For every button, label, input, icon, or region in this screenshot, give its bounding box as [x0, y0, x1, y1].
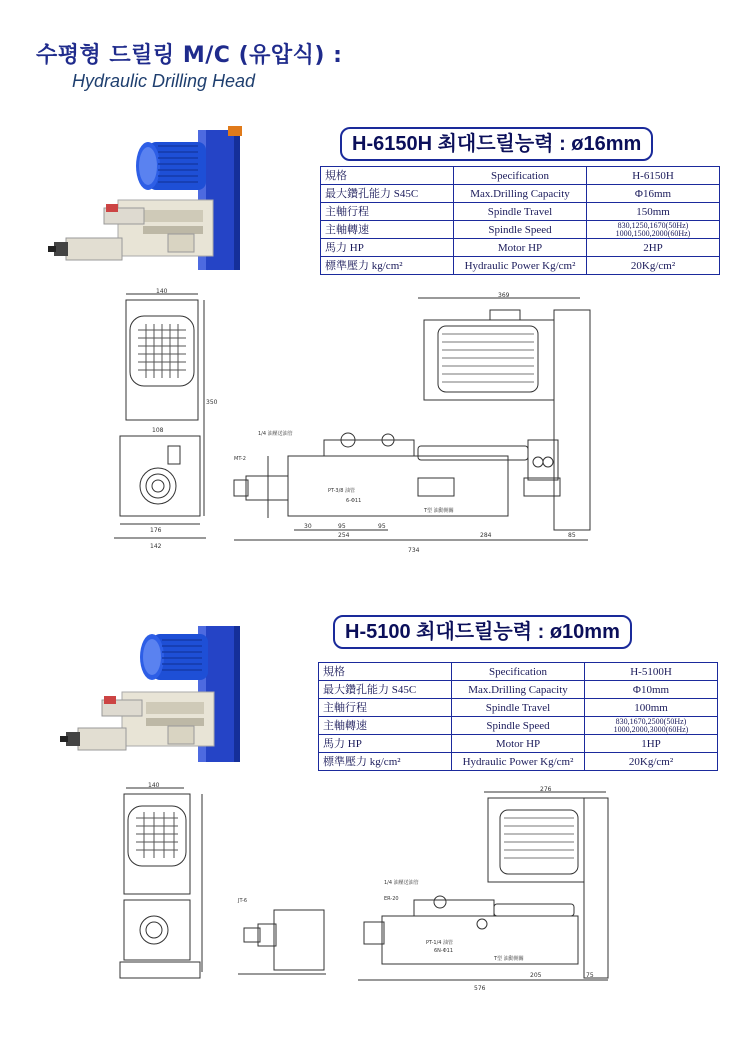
table-row — [321, 239, 720, 257]
spec-label-en: Max.Drilling Capacity — [454, 185, 587, 203]
spec-value: 830,1250,1670(50Hz) 1000,1500,2000(60Hz) — [587, 221, 720, 239]
spec-label-ko: 規格 — [319, 663, 452, 681]
note-label: 1/4 油壓送油管 — [258, 431, 293, 437]
table-row — [321, 167, 720, 185]
spec-value: 20Kg/cm² — [587, 257, 720, 275]
dim-label: 75 — [586, 972, 594, 979]
spec-table-h5100 — [318, 662, 718, 771]
spindle-detail-drawing-h5100 — [234, 890, 330, 982]
dim-label: 95 — [338, 523, 346, 530]
table-row — [319, 717, 718, 735]
spec-label-ko: 主軸轉速 — [321, 221, 454, 239]
note-label: 6N-Φ11 — [434, 948, 454, 954]
model-heading-h6150h: H-6150H 최대드릴능력 : ø16mm — [340, 127, 653, 161]
note-label: JT-6 — [238, 898, 248, 904]
note-label: ER-20 — [384, 896, 399, 902]
note-label: PT-1/4 油管 — [426, 940, 454, 946]
table-row — [321, 185, 720, 203]
dim-label: 276 — [540, 786, 552, 793]
table-row — [319, 735, 718, 753]
dim-label: 95 — [378, 523, 386, 530]
spec-label-ko: 標準壓力 kg/cm² — [321, 257, 454, 275]
table-row — [319, 663, 718, 681]
spec-label-en: Motor HP — [452, 735, 585, 753]
spec-value: 20Kg/cm² — [585, 753, 718, 771]
table-row — [321, 257, 720, 275]
spec-label-ko: 最大鑽孔能力 S45C — [321, 185, 454, 203]
front-view-drawing-h6150h — [108, 286, 218, 554]
spec-label-en: Motor HP — [454, 239, 587, 257]
spec-table-h6150h — [320, 166, 720, 275]
spec-label-ko: 馬力 HP — [321, 239, 454, 257]
spec-value: 830,1670,2500(50Hz) 1000,2000,3000(60Hz) — [585, 717, 718, 735]
spec-label-ko: 主軸轉速 — [319, 717, 452, 735]
table-row — [319, 681, 718, 699]
spec-value: 150mm — [587, 203, 720, 221]
side-view-drawing-h5100 — [354, 784, 614, 994]
spec-label-ko: 主軸行程 — [319, 699, 452, 717]
spec-label-ko: 規格 — [321, 167, 454, 185]
spec-label-en: Spindle Travel — [454, 203, 587, 221]
spec-label-en: Specification — [454, 167, 587, 185]
spec-label-en: Spindle Speed — [452, 717, 585, 735]
dim-label: 140 — [156, 288, 168, 295]
dim-label: 350 — [206, 399, 218, 406]
note-label: T型 油動開關 — [424, 508, 454, 514]
page-title: 수평형 드릴링 M/C (유압식) : — [36, 43, 343, 68]
product-photo-h5100 — [58, 616, 246, 774]
spec-label-en: Max.Drilling Capacity — [452, 681, 585, 699]
table-row — [319, 699, 718, 717]
page-subtitle: Hydraulic Drilling Head — [72, 71, 256, 91]
side-view-drawing-h6150h — [228, 290, 608, 556]
spec-value: 1HP — [585, 735, 718, 753]
spec-label-ko: 最大鑽孔能力 S45C — [319, 681, 452, 699]
spec-label-en: Hydraulic Power Kg/cm² — [454, 257, 587, 275]
note-label: 1/4 油壓送油管 — [384, 880, 419, 886]
table-row — [321, 221, 720, 239]
spec-value: 2HP — [587, 239, 720, 257]
dim-label: 176 — [150, 527, 162, 534]
dim-label: 369 — [498, 292, 510, 299]
table-row — [321, 203, 720, 221]
spec-label-en: Spindle Speed — [454, 221, 587, 239]
spec-label-en: Specification — [452, 663, 585, 681]
spec-label-ko: 主軸行程 — [321, 203, 454, 221]
note-label: 6-Φ11 — [346, 498, 362, 504]
spec-value: H-5100H — [585, 663, 718, 681]
note-label: MT-2 — [234, 456, 246, 462]
spec-value: H-6150H — [587, 167, 720, 185]
dim-label: 85 — [568, 532, 576, 539]
spec-label-ko: 標準壓力 kg/cm² — [319, 753, 452, 771]
note-label: T型 油動開關 — [494, 956, 524, 962]
front-view-drawing-h5100 — [112, 782, 220, 992]
dim-label: 140 — [148, 782, 160, 789]
dim-label: 284 — [480, 532, 492, 539]
spec-label-en: Spindle Travel — [452, 699, 585, 717]
dim-label: 142 — [150, 543, 162, 550]
product-photo-h6150h — [48, 122, 260, 282]
dim-label: 30 — [304, 523, 312, 530]
spec-value: 100mm — [585, 699, 718, 717]
spec-value: Φ10mm — [585, 681, 718, 699]
table-row — [319, 753, 718, 771]
dim-label: 108 — [152, 427, 164, 434]
note-label: PT-3/8 油管 — [328, 488, 356, 494]
spec-label-ko: 馬力 HP — [319, 735, 452, 753]
model-heading-h5100: H-5100 최대드릴능력 : ø10mm — [333, 615, 632, 649]
spec-label-en: Hydraulic Power Kg/cm² — [452, 753, 585, 771]
dim-label: 576 — [474, 985, 486, 992]
dim-label: 254 — [338, 532, 350, 539]
spec-value: Φ16mm — [587, 185, 720, 203]
dim-label: 205 — [530, 972, 542, 979]
dim-label: 734 — [408, 547, 420, 554]
